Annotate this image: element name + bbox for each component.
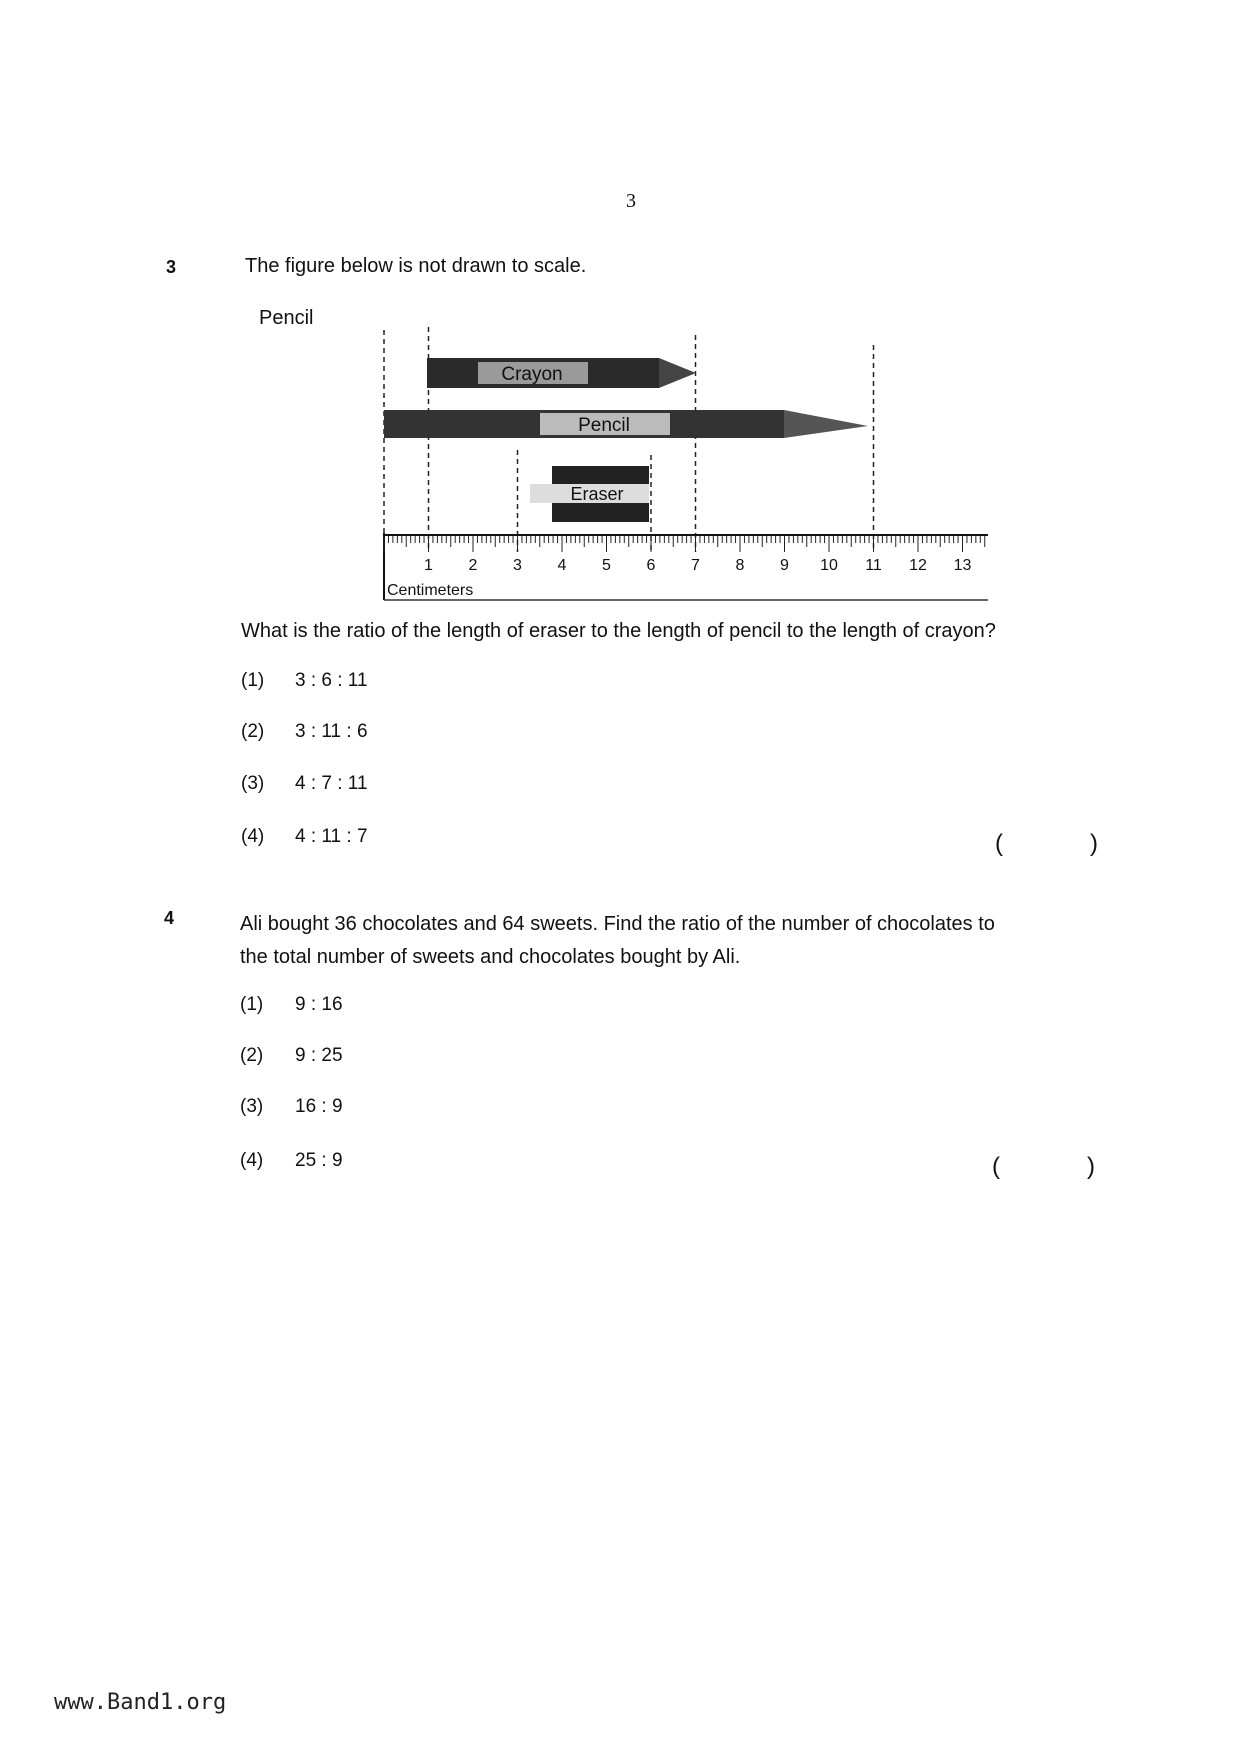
q3-answer-bracket-close: )	[1090, 830, 1098, 857]
q3-option-4-value: 4 : 11 : 7	[295, 826, 368, 847]
ruler-label: Centimeters	[387, 582, 474, 599]
q4-option-4-value: 25 : 9	[295, 1150, 343, 1171]
ruler-ticks	[384, 536, 985, 574]
q3-answer-bracket-open: (	[995, 830, 1003, 857]
question-3-text: What is the ratio of the length of eraser to the length of pencil to the length of crayon?	[241, 620, 996, 642]
q3-option-3-label: (3)	[241, 773, 265, 794]
q3-option-4-label: (4)	[241, 826, 265, 847]
q4-option-1-label: (1)	[240, 994, 264, 1015]
question-4-line-1: Ali bought 36 chocolates and 64 sweets. Find the ratio of the number of chocolates to	[240, 913, 995, 935]
crayon-label: Crayon	[501, 364, 563, 385]
page-number: 3	[626, 190, 636, 212]
ruler-number: 7	[691, 557, 700, 574]
pencil-label: Pencil	[578, 415, 630, 436]
ruler-number: 5	[602, 557, 611, 574]
ruler-number: 9	[780, 557, 789, 574]
eraser-image	[530, 466, 649, 522]
q3-option-1-label: (1)	[241, 670, 265, 691]
ruler-number: 4	[557, 557, 567, 574]
question-3-number: 3	[166, 257, 177, 277]
ruler-number: 2	[468, 557, 478, 574]
ruler-number: 6	[646, 557, 656, 574]
q3-option-2-label: (2)	[241, 721, 265, 742]
q4-option-2-value: 9 : 25	[295, 1045, 343, 1066]
q4-option-3-value: 16 : 9	[295, 1096, 343, 1117]
q4-option-2-label: (2)	[240, 1045, 264, 1066]
question-4-number: 4	[164, 908, 175, 928]
question-3-intro: The figure below is not drawn to scale.	[245, 255, 587, 277]
q4-option-4-label: (4)	[240, 1150, 264, 1171]
watermark: www.Band1.org	[54, 1690, 227, 1715]
ruler-number: 8	[735, 557, 745, 574]
eraser-label: Eraser	[570, 484, 624, 504]
q3-option-2-value: 3 : 11 : 6	[295, 721, 368, 742]
question-4-line-2: the total number of sweets and chocolates bought by Ali.	[240, 946, 741, 968]
ruler-number: 12	[909, 557, 927, 574]
ruler-figure	[0, 0, 1239, 700]
q4-answer-bracket-open: (	[992, 1153, 1000, 1180]
ruler	[384, 533, 988, 600]
pencil-image	[384, 410, 868, 438]
ruler-number: 3	[513, 557, 522, 574]
crayon-image	[427, 358, 696, 388]
ruler-number: 10	[820, 557, 838, 574]
ruler-number: 13	[953, 557, 972, 574]
q4-option-1-value: 9 : 16	[295, 994, 343, 1015]
q3-option-3-value: 4 : 7 : 11	[295, 773, 368, 794]
ruler-number: 1	[424, 557, 433, 574]
q3-option-1-value: 3 : 6 : 11	[295, 670, 368, 691]
q4-answer-bracket-close: )	[1087, 1153, 1095, 1180]
q4-option-3-label: (3)	[240, 1096, 264, 1117]
ruler-number: 11	[865, 557, 882, 574]
figure-title: Pencil	[259, 307, 314, 329]
